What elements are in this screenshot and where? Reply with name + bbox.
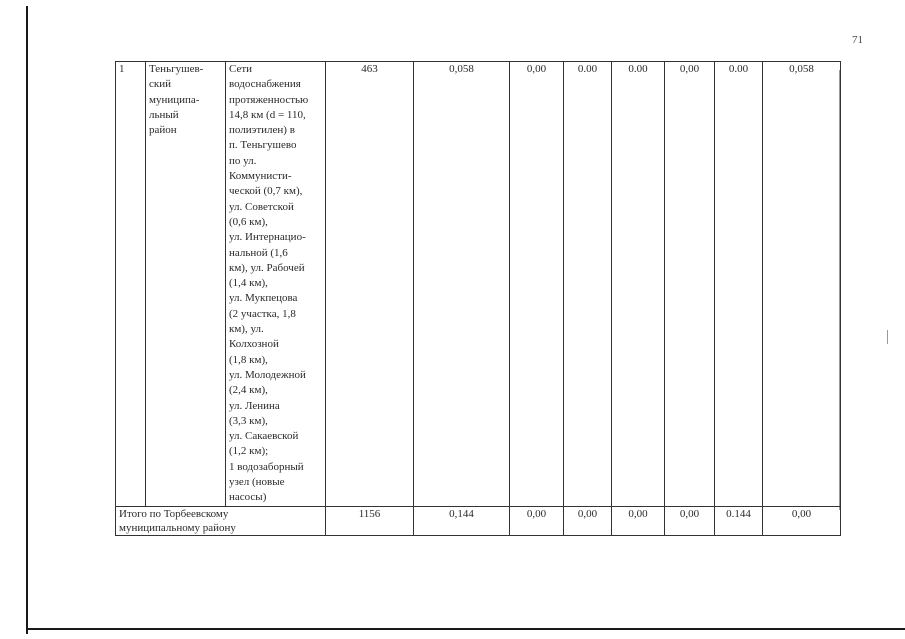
total-value-cell: 0.144: [715, 506, 763, 535]
value-cell: 0,058: [414, 62, 510, 507]
total-value-cell: 0,00: [665, 506, 715, 535]
value-cell: 0,058: [763, 62, 841, 507]
total-value-cell: 0,00: [763, 506, 841, 535]
district-name: Теньгушев- ский муниципа- льный район: [146, 62, 226, 507]
project-description: Сети водоснабжения протяженностью 14,8 км (d = 110, полиэтилен) в п. Теньгушево по ул. Коммунисти- ческой (0,7 км), ул. Советской (0,6 км), ул. Интернацио- нальной (1,6 км), ул. Рабочей (1,4 км), ул. Мукпецова (2 участка, 1,8 км), ул. Колхозной (1,8 км), ул. Молодежной (2,4 км), ул. Ленина (3,3 км), ул. Сакаевской (1,2 км); 1 водозаборный узел (новые насосы): [226, 62, 326, 507]
value-cell: 0.00: [612, 62, 665, 507]
value-cell: 0,00: [665, 62, 715, 507]
data-table: [115, 61, 841, 536]
scan-edge-left: [26, 6, 28, 634]
total-label: Итого по Торбеевскому муниципальному району: [116, 506, 326, 535]
total-row: [116, 506, 841, 535]
value-cell: 0.00: [564, 62, 612, 507]
total-value-cell: 1156: [326, 506, 414, 535]
value-cell: 0.00: [715, 62, 763, 507]
total-value-cell: 0,00: [510, 506, 564, 535]
page-number: 71: [852, 34, 863, 46]
scan-edge-bottom: [26, 628, 905, 630]
total-value-cell: 0,00: [564, 506, 612, 535]
table-row: [116, 62, 841, 507]
value-cell: 463: [326, 62, 414, 507]
value-cell: 0,00: [510, 62, 564, 507]
total-value-cell: 0,144: [414, 506, 510, 535]
row-number: 1: [116, 62, 146, 507]
scan-artifact: [887, 330, 888, 344]
total-value-cell: 0,00: [612, 506, 665, 535]
